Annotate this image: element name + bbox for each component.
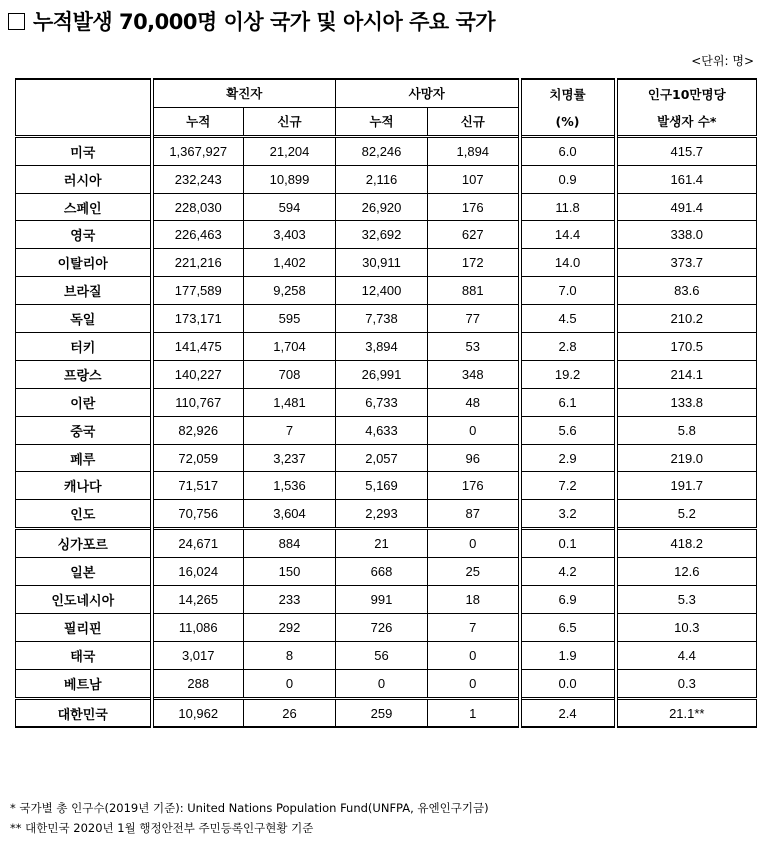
- table-row: [16, 360, 757, 388]
- cell-country: 독일: [16, 305, 152, 333]
- cell-deaths-cumulative: 32,692: [336, 221, 428, 249]
- header-confirmed: 확진자: [152, 79, 336, 107]
- cell-confirmed-new: 21,204: [244, 136, 336, 165]
- cell-per100k: 373.7: [616, 249, 757, 277]
- cell-confirmed-cumulative: 11,086: [152, 613, 244, 641]
- cell-confirmed-cumulative: 226,463: [152, 221, 244, 249]
- cell-deaths-new: 7: [428, 613, 520, 641]
- cell-confirmed-new: 150: [244, 558, 336, 586]
- cell-confirmed-cumulative: 16,024: [152, 558, 244, 586]
- cell-cfr: 14.4: [520, 221, 616, 249]
- cell-cfr: 19.2: [520, 360, 616, 388]
- cell-country: 베트남: [16, 669, 152, 698]
- footnote-1: * 국가별 총 인구수(2019년 기준): United Nations Population Fund(UNFPA, 유엔인구기금): [10, 801, 489, 815]
- cell-cfr: 5.6: [520, 416, 616, 444]
- header-cfr: 치명률: [520, 79, 616, 107]
- cell-deaths-new: 881: [428, 277, 520, 305]
- header-confirmed-cumulative: 누적: [152, 107, 244, 136]
- cell-deaths-cumulative: 726: [336, 613, 428, 641]
- cell-confirmed-new: 1,536: [244, 472, 336, 500]
- page-title: [8, 6, 495, 36]
- cell-per100k: 5.2: [616, 500, 757, 529]
- cell-per100k: 10.3: [616, 613, 757, 641]
- cell-country: 이탈리아: [16, 249, 152, 277]
- cell-confirmed-cumulative: 82,926: [152, 416, 244, 444]
- cell-confirmed-cumulative: 173,171: [152, 305, 244, 333]
- table-row: [16, 613, 757, 641]
- cell-country: 터키: [16, 333, 152, 361]
- cell-per100k: 418.2: [616, 529, 757, 558]
- cell-per100k: 338.0: [616, 221, 757, 249]
- cell-deaths-cumulative: 12,400: [336, 277, 428, 305]
- cell-cfr: 6.5: [520, 613, 616, 641]
- cell-country: 필리핀: [16, 613, 152, 641]
- cell-country: 프랑스: [16, 360, 152, 388]
- cell-confirmed-new: 3,403: [244, 221, 336, 249]
- header-deaths: 사망자: [336, 79, 520, 107]
- table-row: [16, 416, 757, 444]
- cell-country: 이란: [16, 388, 152, 416]
- cell-deaths-cumulative: 7,738: [336, 305, 428, 333]
- header-confirmed-new: 신규: [244, 107, 336, 136]
- cell-deaths-new: 53: [428, 333, 520, 361]
- cell-per100k: 491.4: [616, 193, 757, 221]
- cell-deaths-new: 0: [428, 529, 520, 558]
- cell-deaths-new: 87: [428, 500, 520, 529]
- cell-deaths-cumulative: 991: [336, 586, 428, 614]
- cell-per100k: 21.1**: [616, 698, 757, 727]
- cell-country: 인도: [16, 500, 152, 529]
- cell-deaths-new: 627: [428, 221, 520, 249]
- cell-deaths-new: 18: [428, 586, 520, 614]
- cell-deaths-cumulative: 259: [336, 698, 428, 727]
- cell-country: 미국: [16, 136, 152, 165]
- table-row: [16, 165, 757, 193]
- table-row: [16, 193, 757, 221]
- table-row: [16, 529, 757, 558]
- table-row: [16, 277, 757, 305]
- cell-per100k: 4.4: [616, 641, 757, 669]
- header-deaths-new: 신규: [428, 107, 520, 136]
- cell-country: 페루: [16, 444, 152, 472]
- cell-confirmed-cumulative: 71,517: [152, 472, 244, 500]
- table-row: [16, 221, 757, 249]
- cell-confirmed-cumulative: 10,962: [152, 698, 244, 727]
- checkbox-square-icon: [8, 13, 25, 30]
- cell-confirmed-cumulative: 3,017: [152, 641, 244, 669]
- cell-confirmed-new: 1,402: [244, 249, 336, 277]
- cell-confirmed-cumulative: 228,030: [152, 193, 244, 221]
- cell-cfr: 11.8: [520, 193, 616, 221]
- cell-deaths-new: 0: [428, 669, 520, 698]
- table-row: [16, 249, 757, 277]
- table-row: [16, 472, 757, 500]
- cell-cfr: 0.1: [520, 529, 616, 558]
- cell-deaths-cumulative: 3,894: [336, 333, 428, 361]
- cell-confirmed-new: 708: [244, 360, 336, 388]
- cell-per100k: 5.8: [616, 416, 757, 444]
- cell-confirmed-new: 3,604: [244, 500, 336, 529]
- header-per100k: 인구10만명당: [616, 79, 757, 107]
- table-row: [16, 136, 757, 165]
- cell-per100k: 0.3: [616, 669, 757, 698]
- cell-confirmed-cumulative: 1,367,927: [152, 136, 244, 165]
- cell-deaths-new: 77: [428, 305, 520, 333]
- cell-confirmed-cumulative: 141,475: [152, 333, 244, 361]
- cell-deaths-cumulative: 668: [336, 558, 428, 586]
- cell-per100k: 170.5: [616, 333, 757, 361]
- table-row: [16, 586, 757, 614]
- cell-deaths-new: 176: [428, 472, 520, 500]
- cell-confirmed-cumulative: 232,243: [152, 165, 244, 193]
- cell-confirmed-new: 233: [244, 586, 336, 614]
- cell-deaths-cumulative: 2,057: [336, 444, 428, 472]
- cell-deaths-cumulative: 30,911: [336, 249, 428, 277]
- cell-cfr: 6.1: [520, 388, 616, 416]
- cell-per100k: 415.7: [616, 136, 757, 165]
- cell-deaths-new: 96: [428, 444, 520, 472]
- cell-country: 브라질: [16, 277, 152, 305]
- cell-confirmed-new: 8: [244, 641, 336, 669]
- cell-deaths-cumulative: 26,920: [336, 193, 428, 221]
- covid-stats-table: [15, 78, 757, 728]
- cell-deaths-cumulative: 21: [336, 529, 428, 558]
- cell-confirmed-new: 26: [244, 698, 336, 727]
- header-per100k-line2: 발생자 수*: [616, 107, 757, 136]
- cell-confirmed-new: 3,237: [244, 444, 336, 472]
- table-row: [16, 558, 757, 586]
- cell-cfr: 14.0: [520, 249, 616, 277]
- cell-deaths-new: 172: [428, 249, 520, 277]
- cell-country: 중국: [16, 416, 152, 444]
- cell-cfr: 6.9: [520, 586, 616, 614]
- cell-country: 태국: [16, 641, 152, 669]
- cell-deaths-new: 25: [428, 558, 520, 586]
- cell-confirmed-new: 292: [244, 613, 336, 641]
- cell-deaths-cumulative: 82,246: [336, 136, 428, 165]
- cell-country: 영국: [16, 221, 152, 249]
- cell-deaths-new: 1: [428, 698, 520, 727]
- cell-confirmed-new: 9,258: [244, 277, 336, 305]
- cell-deaths-cumulative: 4,633: [336, 416, 428, 444]
- table-row: [16, 333, 757, 361]
- cell-cfr: 2.8: [520, 333, 616, 361]
- page-title-text: 누적발생 70,000명 이상 국가 및 아시아 주요 국가: [33, 10, 496, 34]
- cell-deaths-cumulative: 2,116: [336, 165, 428, 193]
- cell-confirmed-cumulative: 288: [152, 669, 244, 698]
- cell-cfr: 7.2: [520, 472, 616, 500]
- cell-per100k: 210.2: [616, 305, 757, 333]
- cell-confirmed-new: 10,899: [244, 165, 336, 193]
- cell-confirmed-new: 595: [244, 305, 336, 333]
- cell-confirmed-cumulative: 177,589: [152, 277, 244, 305]
- cell-confirmed-cumulative: 221,216: [152, 249, 244, 277]
- cell-cfr: 2.9: [520, 444, 616, 472]
- cell-deaths-cumulative: 2,293: [336, 500, 428, 529]
- cell-per100k: 83.6: [616, 277, 757, 305]
- cell-country: 스페인: [16, 193, 152, 221]
- table-row: [16, 305, 757, 333]
- cell-deaths-cumulative: 26,991: [336, 360, 428, 388]
- table-row: [16, 641, 757, 669]
- cell-confirmed-cumulative: 24,671: [152, 529, 244, 558]
- cell-confirmed-cumulative: 70,756: [152, 500, 244, 529]
- cell-country: 러시아: [16, 165, 152, 193]
- cell-deaths-new: 1,894: [428, 136, 520, 165]
- cell-deaths-cumulative: 0: [336, 669, 428, 698]
- cell-confirmed-cumulative: 14,265: [152, 586, 244, 614]
- cell-deaths-cumulative: 6,733: [336, 388, 428, 416]
- cell-per100k: 161.4: [616, 165, 757, 193]
- table-row: [16, 698, 757, 727]
- table-row: [16, 669, 757, 698]
- cell-cfr: 0.9: [520, 165, 616, 193]
- cell-confirmed-cumulative: 110,767: [152, 388, 244, 416]
- cell-cfr: 0.0: [520, 669, 616, 698]
- cell-deaths-new: 48: [428, 388, 520, 416]
- cell-cfr: 7.0: [520, 277, 616, 305]
- cell-cfr: 4.5: [520, 305, 616, 333]
- cell-deaths-cumulative: 5,169: [336, 472, 428, 500]
- cell-confirmed-cumulative: 72,059: [152, 444, 244, 472]
- cell-per100k: 214.1: [616, 360, 757, 388]
- cell-country: 캐나다: [16, 472, 152, 500]
- table-row: [16, 500, 757, 529]
- cell-country: 일본: [16, 558, 152, 586]
- cell-confirmed-new: 0: [244, 669, 336, 698]
- cell-deaths-new: 0: [428, 416, 520, 444]
- cell-deaths-new: 176: [428, 193, 520, 221]
- cell-per100k: 191.7: [616, 472, 757, 500]
- cell-cfr: 6.0: [520, 136, 616, 165]
- table-row: [16, 388, 757, 416]
- cell-confirmed-new: 594: [244, 193, 336, 221]
- cell-confirmed-cumulative: 140,227: [152, 360, 244, 388]
- cell-country: 인도네시아: [16, 586, 152, 614]
- cell-deaths-cumulative: 56: [336, 641, 428, 669]
- header-deaths-cumulative: 누적: [336, 107, 428, 136]
- cell-per100k: 5.3: [616, 586, 757, 614]
- cell-cfr: 3.2: [520, 500, 616, 529]
- cell-per100k: 219.0: [616, 444, 757, 472]
- footnote-2: ** 대한민국 2020년 1월 행정안전부 주민등록인구현황 기준: [10, 821, 314, 835]
- cell-deaths-new: 0: [428, 641, 520, 669]
- header-cfr-unit: (%): [520, 107, 616, 136]
- cell-per100k: 12.6: [616, 558, 757, 586]
- cell-confirmed-new: 884: [244, 529, 336, 558]
- unit-label: <단위: 명>: [691, 54, 754, 68]
- header-country: [16, 79, 152, 136]
- cell-country: 싱가포르: [16, 529, 152, 558]
- cell-per100k: 133.8: [616, 388, 757, 416]
- cell-cfr: 2.4: [520, 698, 616, 727]
- cell-deaths-new: 107: [428, 165, 520, 193]
- cell-cfr: 1.9: [520, 641, 616, 669]
- table-row: [16, 444, 757, 472]
- cell-country: 대한민국: [16, 698, 152, 727]
- cell-confirmed-new: 7: [244, 416, 336, 444]
- cell-confirmed-new: 1,704: [244, 333, 336, 361]
- cell-deaths-new: 348: [428, 360, 520, 388]
- cell-confirmed-new: 1,481: [244, 388, 336, 416]
- cell-cfr: 4.2: [520, 558, 616, 586]
